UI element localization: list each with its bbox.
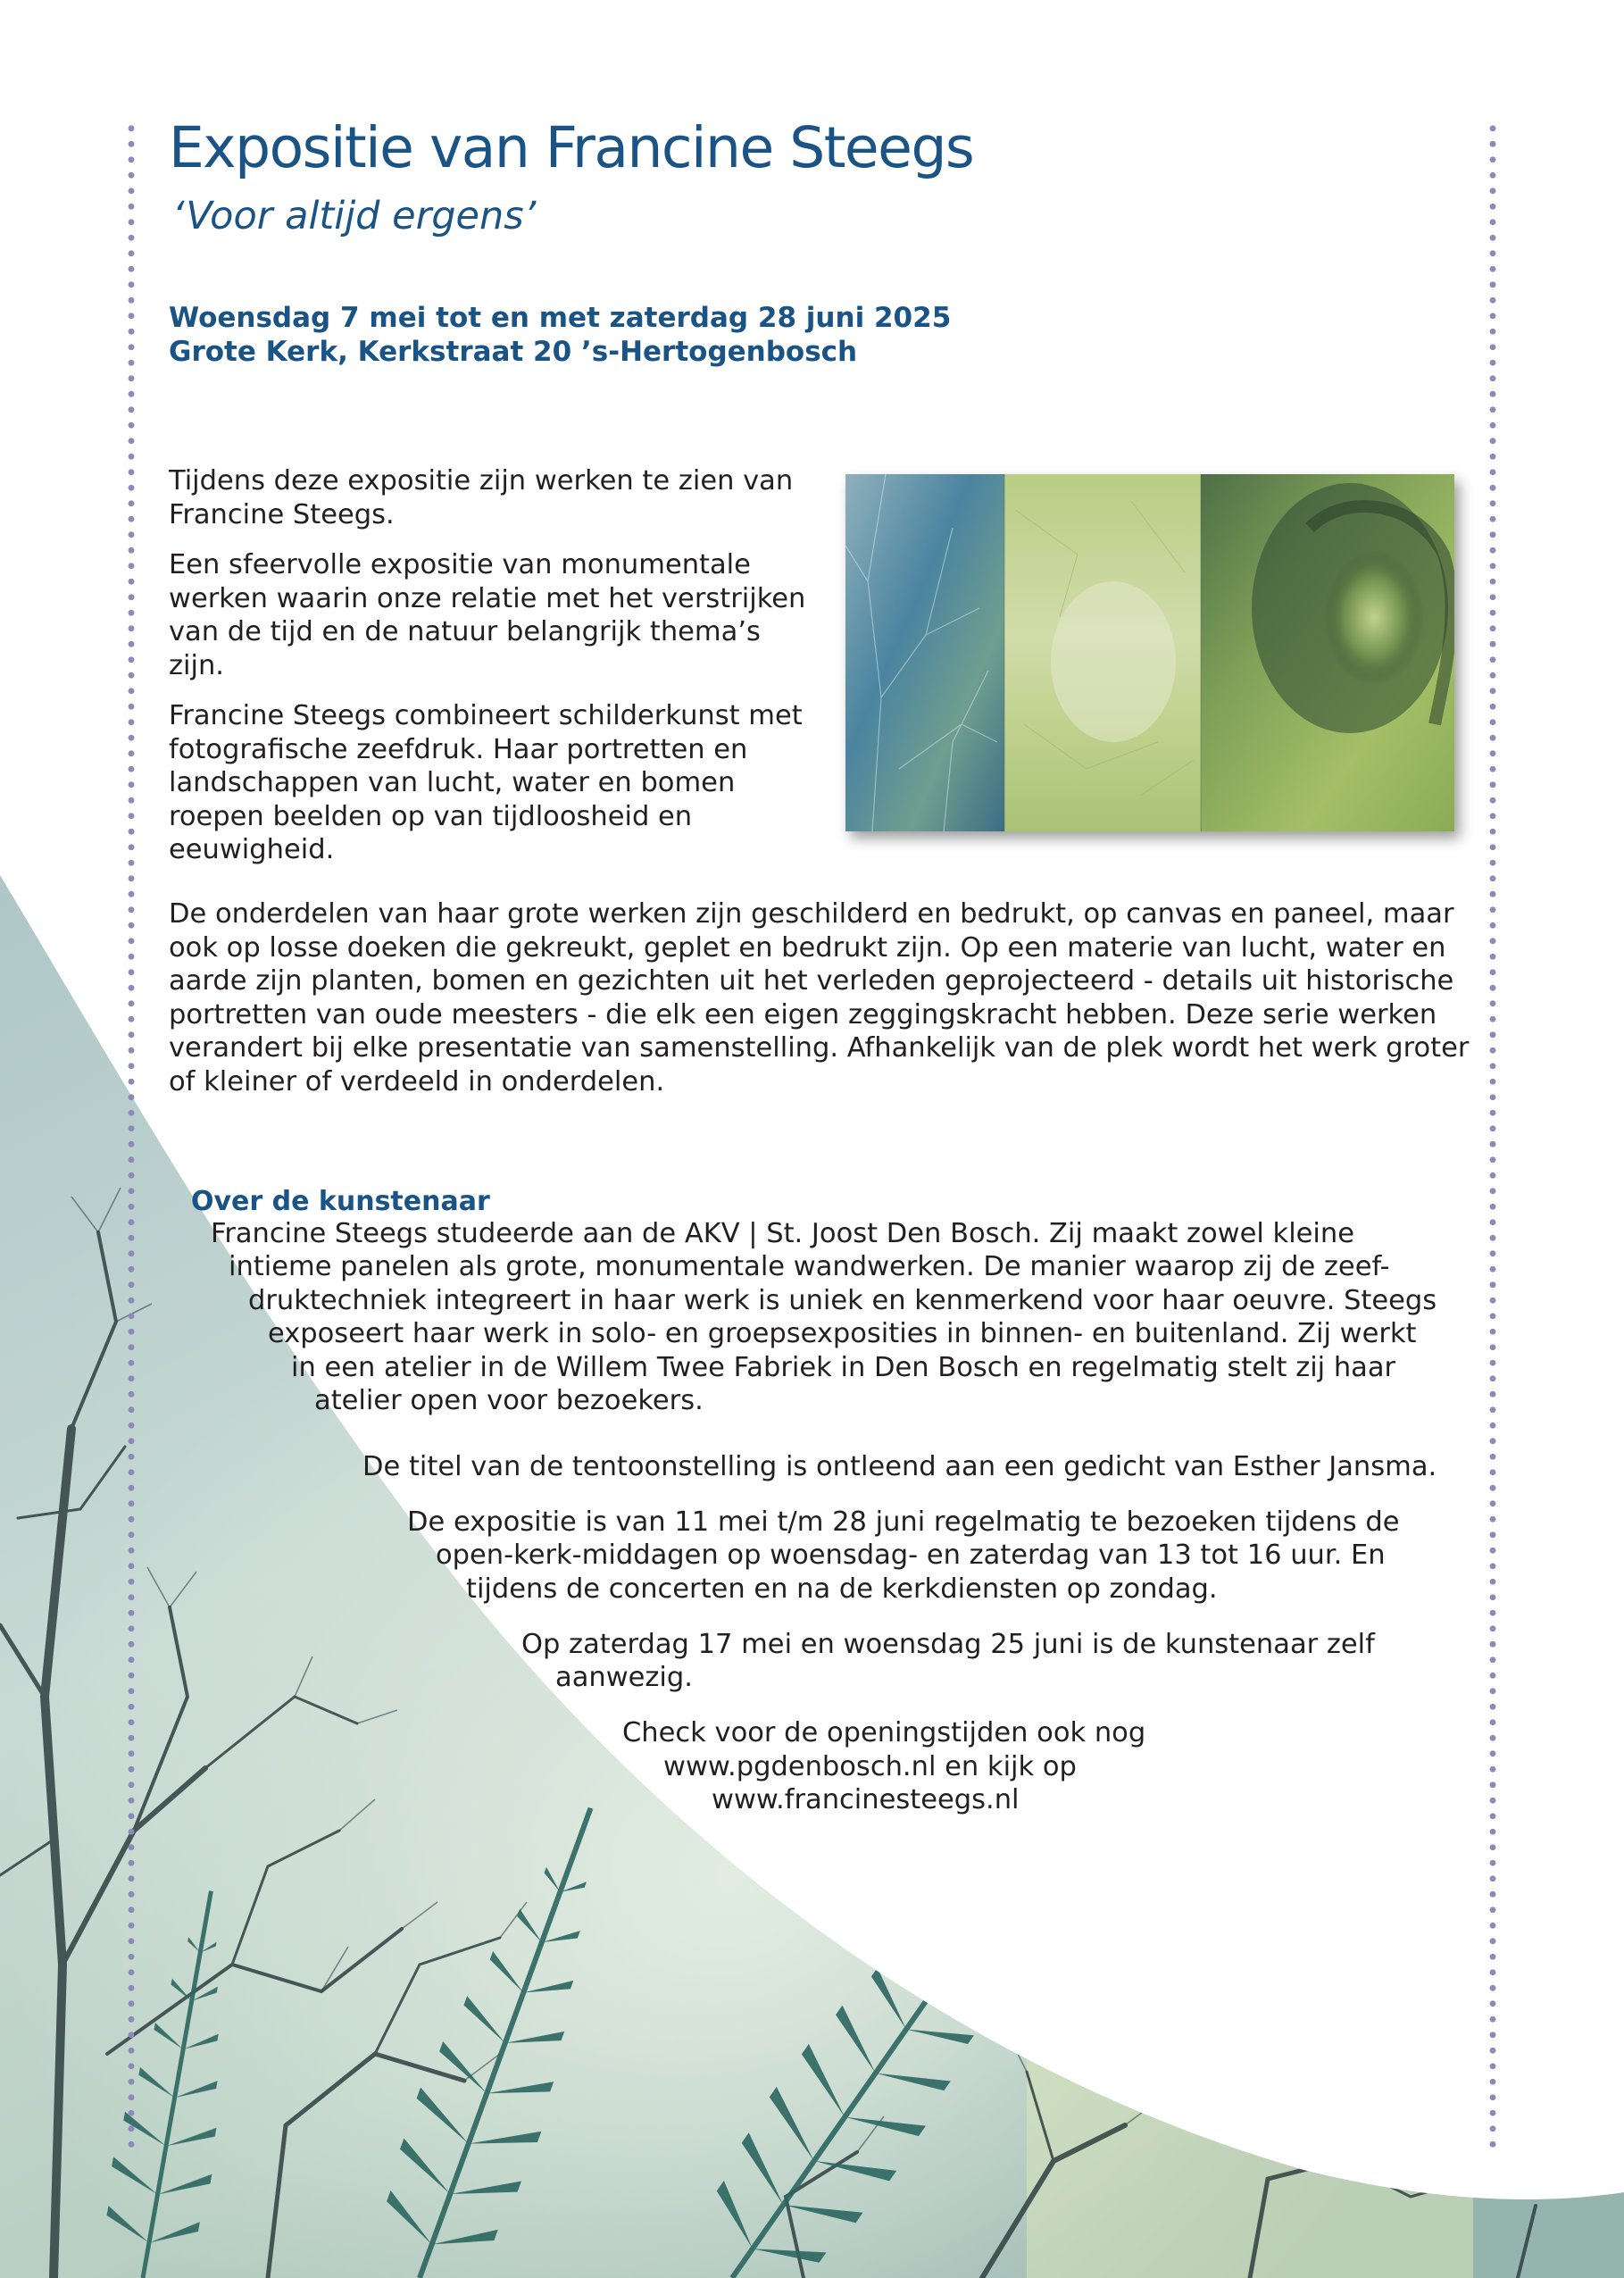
visiting-line: tijdens de concerten en na de kerkdiensten op zondag. xyxy=(466,1573,1218,1605)
artist-present-line: Op zaterdag 17 mei en woensdag 25 juni is de kunstenaar zelf xyxy=(521,1629,1375,1660)
intro-paragraph-2: Een sfeervolle expositie van monumentale werken waarin onze relatie met het verstrijken van de tijd en de natuur belangrijk thema’s zijn. xyxy=(169,549,806,681)
intro-text xyxy=(169,464,820,884)
visiting-line: De expositie is van 11 mei t/m 28 juni regelmatig te bezoeken tijdens de xyxy=(407,1506,1400,1538)
artist-present-line: aanwezig. xyxy=(555,1662,693,1693)
title-origin-line: De titel van de tentoonstelling is ontleend aan een gedicht van Esther Jansma. xyxy=(362,1451,1437,1482)
exhibition-subtitle: ‘Voor altijd ergens’ xyxy=(172,194,537,238)
about-line: atelier open voor bezoekers. xyxy=(314,1385,704,1416)
date-location-block xyxy=(169,301,951,369)
francinesteegs-link[interactable]: www.francinesteegs.nl xyxy=(712,1784,1020,1815)
about-artist-heading: Over de kunstenaar xyxy=(191,1186,490,1217)
about-line: exposeert haar werk in solo- en groepsexposities in binnen- en buitenland. Zij werkt xyxy=(268,1318,1417,1349)
visiting-line: open-kerk-middagen op woensdag- en zaterdag van 13 tot 16 uur. En xyxy=(436,1540,1386,1571)
date-line: Woensdag 7 mei tot en met zaterdag 28 juni 2025 xyxy=(169,302,952,334)
about-line: druktechniek integreert in haar werk is uniek en kenmerkend voor haar oeuvre. Steegs xyxy=(248,1285,1437,1316)
artwork-image xyxy=(845,474,1454,831)
intro-paragraph-3: Francine Steegs combineert schilderkunst met fotografische zeefdruk. Haar portretten en landschappen van lucht, water en bomen roepen beelden op van tijdloosheid en eeuwigheid. xyxy=(169,700,803,865)
intro-paragraph-1: Tijdens deze expositie zijn werken te zien van Francine Steegs. xyxy=(169,465,794,530)
page-title: Expositie van Francine Steegs xyxy=(169,115,974,180)
pgdenbosch-link[interactable]: www.pgdenbosch.nl en kijk op xyxy=(663,1751,1077,1782)
about-line: Francine Steegs studeerde aan de AKV | St. Joost Den Bosch. Zij maakt zowel kleine xyxy=(211,1218,1354,1249)
description-paragraph: De onderdelen van haar grote werken zijn geschilderd en bedrukt, op canvas en paneel, maar ook op losse doeken die gekreukt, geplet en bedrukt zijn. Op een materie van lucht, water en aarde zijn planten, bomen en gezichten uit het verleden geprojecteerd - details uit historische portretten van oude meesters - die elk een eigen zeggingskracht hebben. Deze serie werken verandert bij elke presentatie van samenstelling. Afhankelijk van de plek wordt het werk groter of kleiner of verdeeld in onderdelen. xyxy=(169,898,1470,1097)
about-line: intieme panelen als grote, monumentale wandwerken. De manier waarop zij de zeef- xyxy=(229,1251,1390,1282)
about-line: in een atelier in de Willem Twee Fabriek in Den Bosch en regelmatig stelt zij haar xyxy=(291,1352,1396,1383)
links-line: Check voor de openingstijden ook nog xyxy=(622,1717,1146,1748)
dotted-border-left xyxy=(128,121,135,2157)
location-line: Grote Kerk, Kerkstraat 20 ’s-Hertogenbosch xyxy=(169,336,858,368)
dotted-border-right xyxy=(1489,121,1496,2157)
